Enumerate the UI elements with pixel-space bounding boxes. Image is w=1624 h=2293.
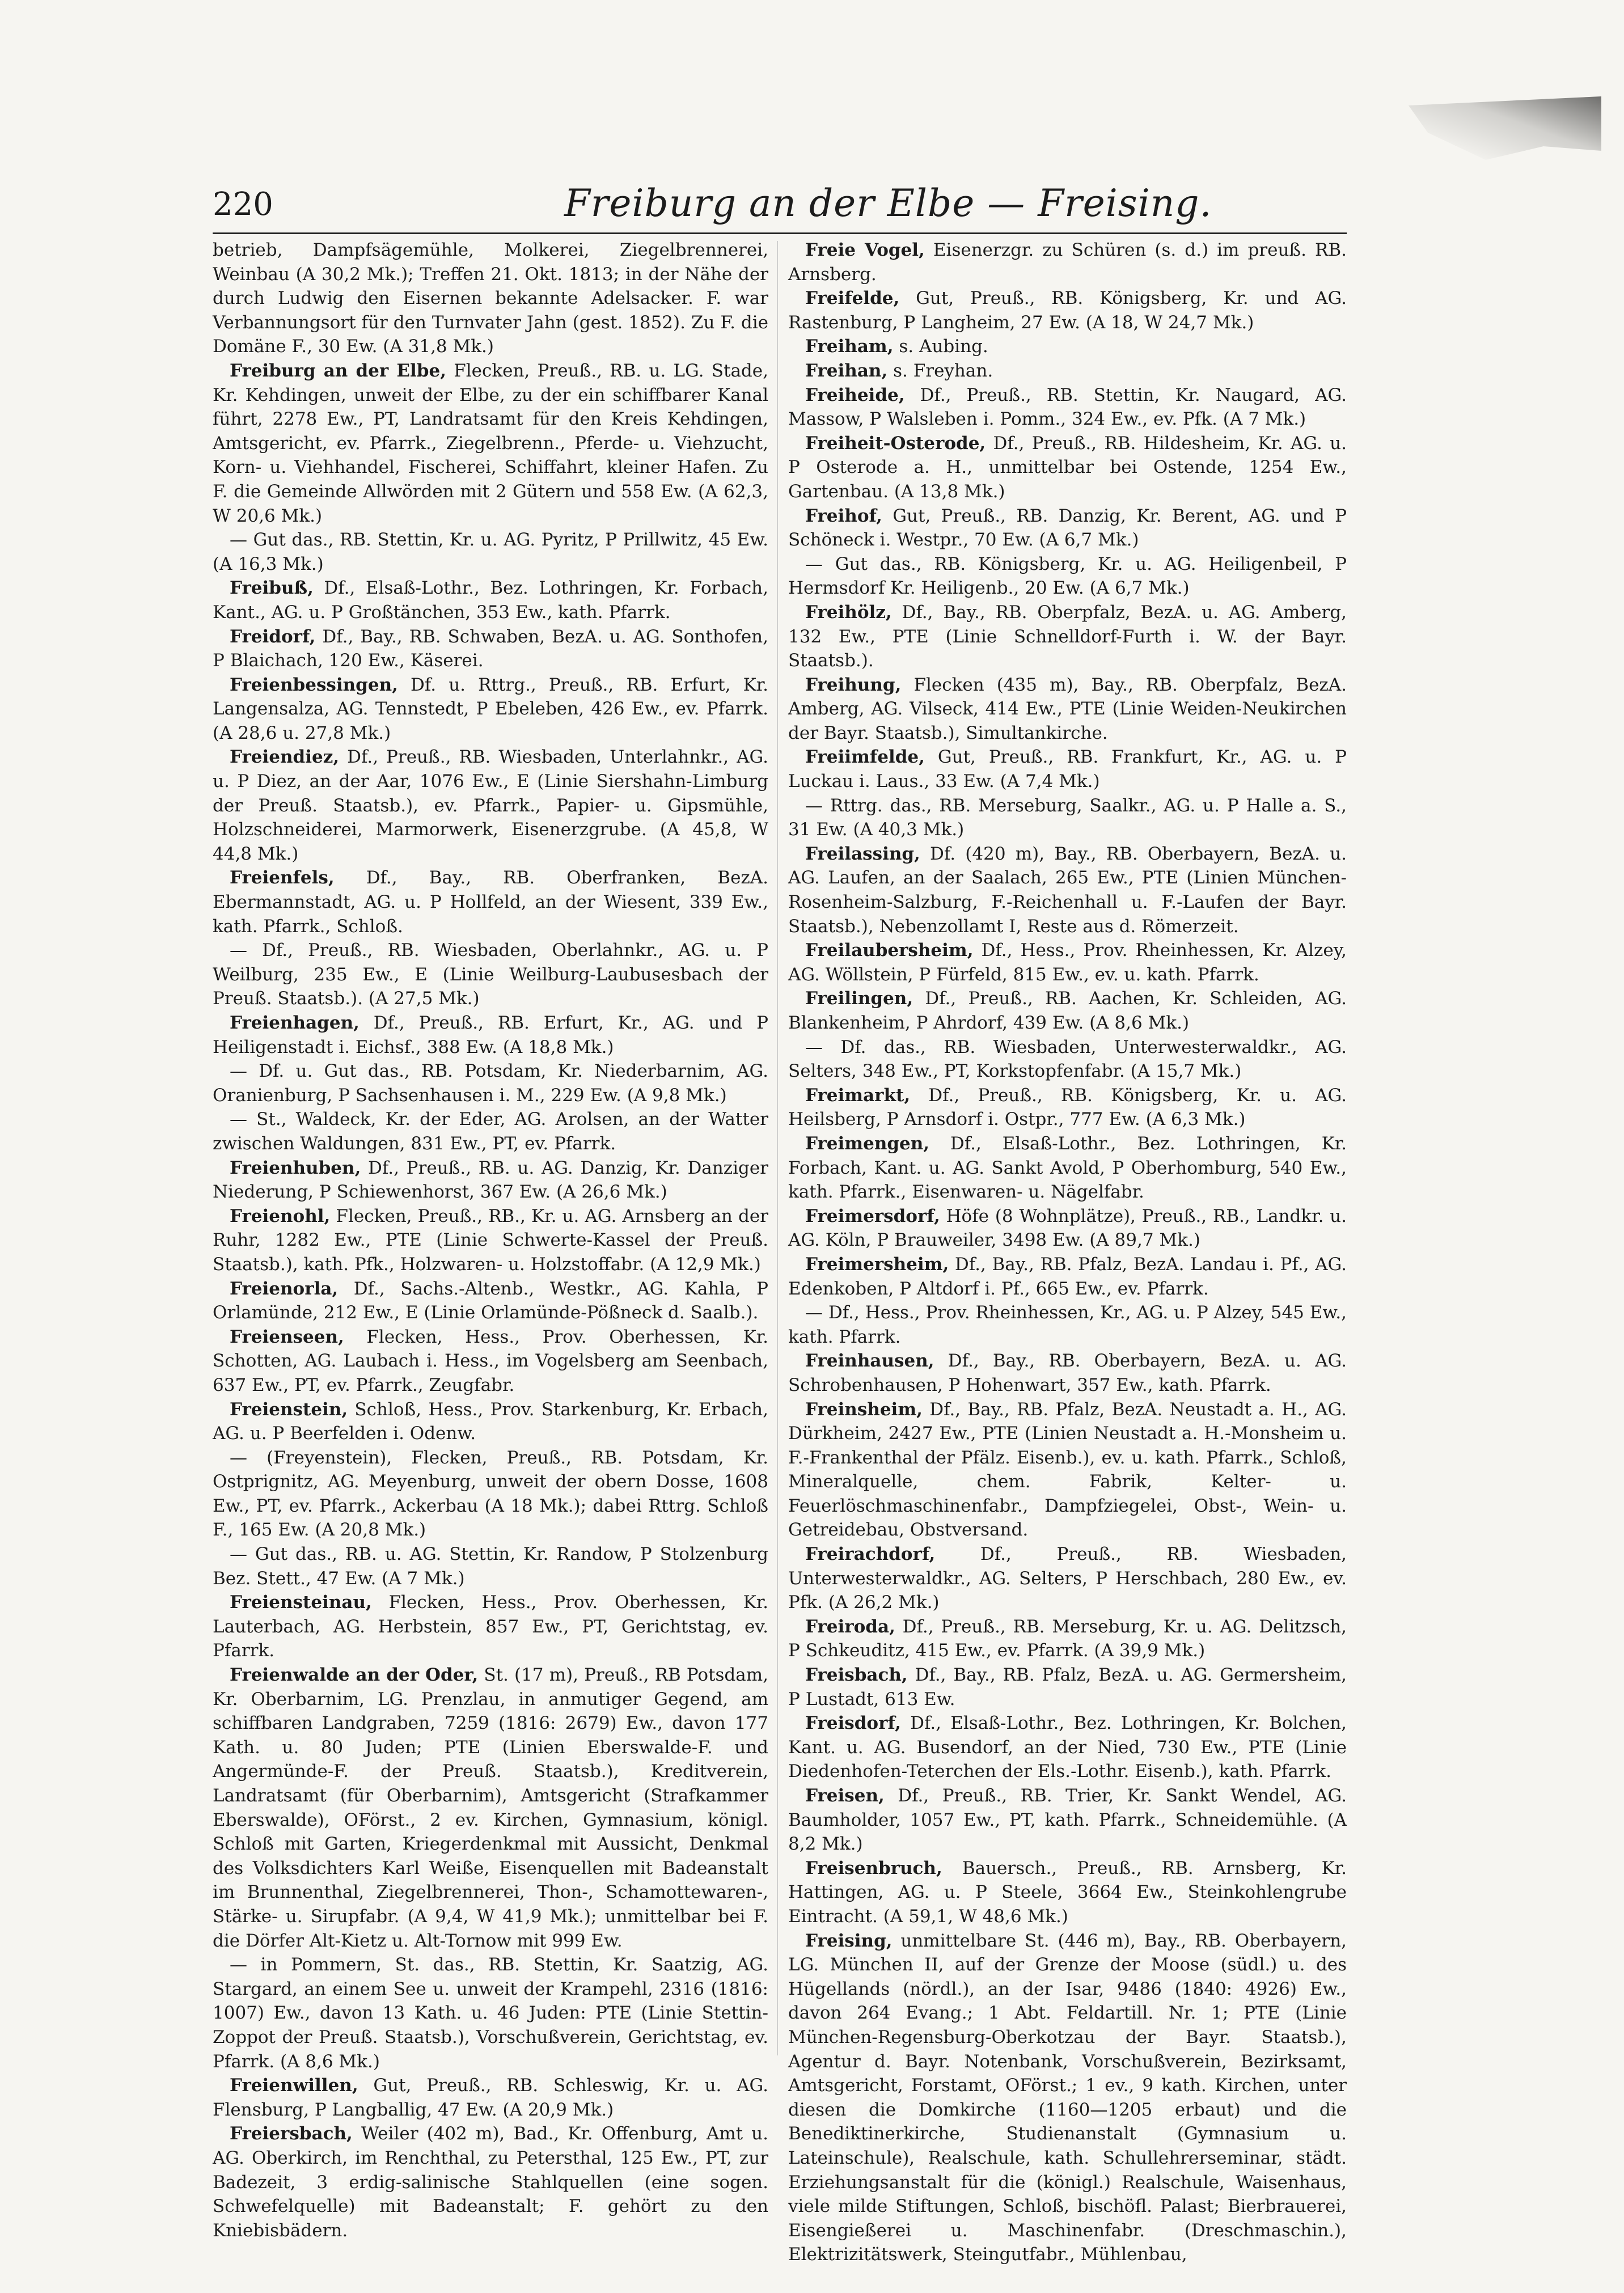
gazetteer-entry (213, 528, 768, 576)
entry-headword: Freimarkt, (805, 1085, 911, 1106)
gazetteer-entry (788, 1929, 1347, 2267)
entry-headword: Freisen, (805, 1786, 885, 1806)
gazetteer-entry (788, 552, 1347, 600)
entry-text: — Rttrg. das., RB. Merseburg, Saalkr., AG. u. P Halle a. S., 31 Ew. (A 40,3 Mk.) (788, 795, 1347, 840)
gazetteer-entry (788, 431, 1347, 504)
entry-headword: Freienhuben, (230, 1157, 361, 1178)
entry-headword: Freienohl, (230, 1205, 331, 1226)
entry-text: betrieb, Dampfsägemühle, Molkerei, Ziegelbrennerei, Weinbau (A 30,2 Mk.); Treffen 21. Okt. 1813; in der Nähe der durch Ludwig den Eisernen bekannte Adelsacker. F. war Verbannungsort für den Turnvater Jahn (gest. 1852). Zu F. die Domäne F., 30 Ew. (A 31,8 Mk.) (213, 240, 768, 357)
entry-headword: Freihung, (805, 674, 902, 695)
gazetteer-entry (213, 1011, 768, 1059)
column-divider (777, 241, 778, 2055)
entry-text: Flecken, Preuß., RB., Kr. u. AG. Arnsberg an der Ruhr, 1282 Ew., PTE (Linie Schwerte-Kassel der Preuß. Staatsb.), kath. Pfk., Holzwaren- u. Holzstoffabr. (A 12,9 Mk.) (213, 1205, 768, 1275)
running-title: Freiburg an der Elbe — Freising. (564, 181, 1212, 225)
gazetteer-entry (788, 359, 1347, 383)
entry-text: Df., Bay., RB. Oberpfalz, BezA. u. AG. Amberg, 132 Ew., PTE (Linie Schnelldorf-Furth i. W. der Bayr. Staatsb.). (788, 602, 1347, 671)
entry-headword: Freising, (805, 1930, 893, 1951)
gazetteer-entry (213, 1542, 768, 1590)
entry-headword: Freiensteinau, (230, 1592, 372, 1613)
gazetteer-entry (788, 1253, 1347, 1301)
entry-text: Flecken, Preuß., RB. u. LG. Stade, Kr. Kehdingen, unweit der Elbe, zu der ein schiffbarer Kanal führt, 2278 Ew., PT, Landratsamt für den Kreis Kehdingen, Amtsgericht, ev. Pfarrk., Ziegelbrenn., Pferde- u. Viehzucht, Korn- u. Viehhandel, Fischerei, Schiffahrt, kleiner Hafen. Zu F. die Gemeinde Allwörden mit 2 Gütern und 558 Ew. (A 62,3, W 20,6 Mk.) (213, 360, 768, 526)
gazetteer-entry (213, 2074, 768, 2122)
entry-text: Flecken, Hess., Prov. Oberhessen, Kr. Lauterbach, AG. Herbstein, 857 Ew., PT, Gerichtstag, ev. Pfarrk. (213, 1592, 768, 1661)
entry-text: — Df., Preuß., RB. Wiesbaden, Oberlahnkr., AG. u. P Weilburg, 235 Ew., E (Linie Weilburg-Laubusesbach der Preuß. Staatsb.). (A 27,5 Mk.) (213, 940, 768, 1009)
gazetteer-entry (213, 673, 768, 746)
entry-headword: Freienwalde an der Oder, (230, 1665, 479, 1686)
entry-headword: Freilaubersheim, (805, 940, 974, 961)
entry-text: s. Aubing. (893, 336, 988, 357)
gazetteer-entry (788, 1398, 1347, 1543)
entry-text: Df., Sachs.-Altenb., Westkr., AG. Kahla, P Orlamünde, 212 Ew., E (Linie Orlamünde-Pößneck d. Saalb.). (213, 1278, 768, 1323)
entry-text: Df., Hess., Prov. Rheinhessen, Kr. Alzey, AG. Wöllstein, P Fürfeld, 815 Ew., ev. u. kath. Pfarrk. (788, 940, 1347, 985)
entry-text: Df. u. Rttrg., Preuß., RB. Erfurt, Kr. Langensalza, AG. Tennstedt, P Ebeleben, 426 Ew., ev. Pfarrk. (A 28,6 u. 27,8 Mk.) (213, 674, 768, 743)
gazetteer-entry (788, 238, 1347, 286)
gazetteer-entry (213, 1953, 768, 2074)
gazetteer-entry (788, 1663, 1347, 1711)
entry-text: Df., Preuß., RB. Wiesbaden, Unterwesterwaldkr., AG. Selters, P Herschbach, 280 Ew., ev. Pfk. (A 26,2 Mk.) (788, 1544, 1347, 1613)
entry-headword: Freiroda, (805, 1616, 895, 1637)
entry-text: Eisenerzgr. zu Schüren (s. d.) im preuß. RB. Arnsberg. (788, 240, 1347, 285)
gazetteer-entry (213, 2122, 768, 2243)
entry-text: Df., Preuß., RB. Königsberg, Kr. u. AG. Heilsberg, P Arnsdorf i. Ostpr., 777 Ew. (A 6,3 Mk.) (788, 1085, 1347, 1130)
gazetteer-entry (213, 238, 768, 359)
page-number: 220 (213, 186, 273, 223)
entry-headword: Freiheit-Osterode, (805, 433, 986, 454)
gazetteer-entry (213, 576, 768, 624)
gazetteer-entry (788, 938, 1347, 987)
entry-text: — Gut das., RB. Stettin, Kr. u. AG. Pyritz, P Prillwitz, 45 Ew. (A 16,3 Mk.) (213, 530, 768, 574)
page-header (213, 181, 1347, 232)
entry-headword: Freienwillen, (230, 2075, 358, 2096)
entry-text: Df., Preuß., RB. Hildesheim, Kr. AG. u. P Osterode a. H., unmittelbar bei Ostende, 1254 Ew., Gartenbau. (A 13,8 Mk.) (788, 433, 1347, 502)
gazetteer-entry (788, 1856, 1347, 1929)
entry-headword: Freiimfelde, (805, 747, 925, 768)
entry-text: Df., Bay., RB. Pfalz, BezA. u. AG. Germersheim, P Lustadt, 613 Ew. (788, 1665, 1347, 1710)
entry-headword: Freisenbruch, (805, 1858, 942, 1879)
gazetteer-entry (213, 625, 768, 673)
entry-text: — Df. das., RB. Wiesbaden, Unterwesterwaldkr., AG. Selters, 348 Ew., PT, Korkstopfenfabr. (A 15,7 Mk.) (788, 1036, 1347, 1082)
entry-text: Df., Bay., RB. Schwaben, BezA. u. AG. Sonthofen, P Blaichach, 120 Ew., Käserei. (213, 626, 768, 671)
entry-headword: Freiburg an der Elbe, (230, 360, 446, 381)
gazetteer-entry (788, 987, 1347, 1035)
entry-headword: Freisdorf, (805, 1713, 901, 1734)
entry-headword: Freihan, (805, 360, 888, 381)
gazetteer-entry (213, 1107, 768, 1156)
entry-headword: Freiersbach, (230, 2123, 353, 2144)
entry-text: Flecken (435 m), Bay., RB. Oberpfalz, BezA. Amberg, AG. Vilseck, 414 Ew., PTE (Linie Weiden-Neukirchen der Bayr. Staatsb.), Simultankirche. (788, 674, 1347, 743)
gazetteer-entry (213, 1059, 768, 1107)
entry-text: Höfe (8 Wohnplätze), Preuß., RB., Landkr. u. AG. Köln, P Brauweiler, 3498 Ew. (A 89,7 Mk.) (788, 1205, 1347, 1251)
entry-text: Gut, Preuß., RB. Schleswig, Kr. u. AG. Flensburg, P Langballig, 47 Ew. (A 20,9 Mk.) (213, 2075, 768, 2120)
gazetteer-entry (788, 504, 1347, 552)
gazetteer-entry (788, 335, 1347, 359)
entry-text: Df., Preuß., RB. u. AG. Danzig, Kr. Danziger Niederung, P Schiewenhorst, 367 Ew. (A 26,6 Mk.) (213, 1157, 768, 1203)
gazetteer-entry (788, 1542, 1347, 1615)
entry-headword: Freirachdorf, (805, 1544, 936, 1565)
entry-text: — Df. u. Gut das., RB. Potsdam, Kr. Niederbarnim, AG. Oranienburg, P Sachsenhausen i. M., 229 Ew. (A 9,8 Mk.) (213, 1061, 768, 1106)
entry-text: unmittelbare St. (446 m), Bay., RB. Oberbayern, LG. München II, auf der Grenze der Moose (südl.) u. des Hügellands (nördl.), an der Isar, 9486 (1840: 4926) Ew., davon 264 Evang.; 1 Abt. Feldartill. Nr. 1; PTE (Linie München-Regensburg-Oberkotzau der Bayr. Staatsb.), Agentur d. Bayr. Notenbank, Vorschußverein, Bezirksamt, Amtsgericht, Forstamt, OFörst.; 1 ev., 9 kath. Kirchen, unter diesen die Domkirche (1160—1205 erbaut) und die Benediktinerkirche, Studienanstalt (Gymnasium u. Lateinschule), Realschule, kath. Schullehrerseminar, städt. Erziehungsanstalt für die (königl.) Realschule, Waisenhaus, viele milde Stiftungen, Schloß, bischöfl. Palast; Bierbrauerei, Eisengießerei u. Maschinenfabr. (Dreschmaschin.), Elektrizitätswerk, Steingutfabr., Mühlenbau, (788, 1930, 1347, 2265)
entry-text: — Gut das., RB. Königsberg, Kr. u. AG. Heiligenbeil, P Hermsdorf Kr. Heiligenb., 20 Ew. (A 6,7 Mk.) (788, 553, 1347, 599)
entry-text: Df., Bay., RB. Pfalz, BezA. Neustadt a. H., AG. Dürkheim, 2427 Ew., PTE (Linien Neustadt a. H.-Monsheim u. F.-Frankenthal der Pfälz. Eisenb.), ev. u. kath. Pfarrk., Schloß, Mineralquelle, chem. Fabrik, Kelter- u. Feuerlöschmaschinenfabr., Dampfziegelei, Obst-, Wein- u. Getreidebau, Obstversand. (788, 1399, 1347, 1541)
entry-text: Df., Bay., RB. Pfalz, BezA. Landau i. Pf., AG. Edenkoben, P Altdorf i. Pf., 665 Ew., ev. Pfarrk. (788, 1254, 1347, 1299)
entry-text: Df., Elsaß-Lothr., Bez. Lothringen, Kr. Forbach, Kant. u. AG. Sankt Avold, P Oberhomburg, 540 Ew., kath. Pfarrk., Eisenwaren- u. Nägelfabr. (788, 1133, 1347, 1203)
gazetteer-entry (788, 1349, 1347, 1397)
entry-headword: Freimersheim, (805, 1254, 949, 1275)
scan-corner-shadow (1409, 96, 1601, 187)
gazetteer-entry (788, 1035, 1347, 1084)
entry-headword: Freinsheim, (805, 1399, 923, 1420)
entry-headword: Freienorla, (230, 1278, 339, 1299)
gazetteer-entry (213, 1156, 768, 1204)
entry-headword: Freilingen, (805, 988, 914, 1009)
gazetteer-entry (788, 1711, 1347, 1784)
gazetteer-entry (788, 1204, 1347, 1253)
gazetteer-entry (788, 1301, 1347, 1349)
entry-headword: Freisbach, (805, 1665, 908, 1686)
entry-headword: Freihof, (805, 505, 882, 526)
entry-text: Df., Preuß., RB. Erfurt, Kr., AG. und P Heiligenstadt i. Eichsf., 388 Ew. (A 18,8 Mk.) (213, 1013, 768, 1057)
entry-headword: Freienseen, (230, 1326, 344, 1347)
entry-headword: Freie Vogel, (805, 240, 925, 260)
entry-headword: Freienstein, (230, 1399, 348, 1420)
entry-text: Gut, Preuß., RB. Frankfurt, Kr., AG. u. P Luckau i. Laus., 33 Ew. (A 7,4 Mk.) (788, 747, 1347, 792)
gazetteer-entry (213, 1398, 768, 1446)
gazetteer-entry (213, 745, 768, 866)
entry-headword: Freihölz, (805, 602, 892, 623)
entry-text: St. (17 m), Preuß., RB Potsdam, Kr. Oberbarnim, LG. Prenzlau, in anmutiger Gegend, am schiffbaren Landgraben, 7259 (1816: 2679) Ew., davon 177 Kath. u. 80 Juden; PTE (Linien Eberswalde-F. und Angermünde-F. der Preuß. Staatsb.), Kreditverein, Landratsamt (für Oberbarnim), Amtsgericht (Strafkammer Eberswalde), OFörst., 2 ev. Kirchen, Gymnasium, königl. Schloß mit Garten, Kriegerdenkmal mit Aussicht, Denkmal des Volksdichters Karl Weiße, Eisenquellen mit Badeanstalt im Brunnenthal, Ziegelbrennerei, Thon-, Schamottewaren-, Stärke- u. Sirupfabr. (A 9,4, W 41,9 Mk.); unmittelbar bei F. die Dörfer Alt-Kietz u. Alt-Tornow mit 999 Ew. (213, 1665, 768, 1951)
gazetteer-entry (788, 1615, 1347, 1663)
entry-headword: Freilassing, (805, 843, 920, 864)
entry-headword: Freifelde, (805, 288, 900, 309)
gazetteer-entry (213, 1325, 768, 1398)
gazetteer-entry (213, 938, 768, 1011)
entry-headword: Freienhagen, (230, 1013, 360, 1033)
entry-text: Gut, Preuß., RB. Königsberg, Kr. und AG. Rastenburg, P Langheim, 27 Ew. (A 18, W 24,7 Mk.) (788, 288, 1347, 333)
gazetteer-entry (788, 383, 1347, 431)
gazetteer-entry (788, 745, 1347, 793)
gazetteer-entry (788, 794, 1347, 842)
entry-text: — Df., Hess., Prov. Rheinhessen, Kr., AG. u. P Alzey, 545 Ew., kath. Pfarrk. (788, 1302, 1347, 1347)
entry-text: — St., Waldeck, Kr. der Eder, AG. Arolsen, an der Watter zwischen Waldungen, 831 Ew., PT, ev. Pfarrk. (213, 1109, 768, 1154)
gazetteer-entry (788, 1784, 1347, 1856)
entry-text: Flecken, Hess., Prov. Oberhessen, Kr. Schotten, AG. Laubach i. Hess., im Vogelsberg am Seenbach, 637 Ew., PT, ev. Pfarrk., Zeugfabr. (213, 1326, 768, 1395)
entry-text: — in Pommern, St. das., RB. Stettin, Kr. Saatzig, AG. Stargard, an einem See u. unweit der Krampehl, 2316 (1816: 1007) Ew., davon 13 Kath. u. 46 Juden: PTE (Linie Stettin-Zoppot der Preuß. Staatsb.), Vorschußverein, Gerichtstag, ev. Pfarrk. (A 8,6 Mk.) (213, 1954, 768, 2072)
gazetteer-entry (788, 673, 1347, 746)
entry-headword: Freidorf, (230, 626, 316, 647)
entry-text: — Gut das., RB. u. AG. Stettin, Kr. Randow, P Stolzenburg Bez. Stett., 47 Ew. (A 7 Mk.) (213, 1544, 768, 1589)
gazetteer-entry (213, 1663, 768, 1953)
gazetteer-entry (788, 1084, 1347, 1132)
entry-headword: Freibuß, (230, 578, 314, 599)
entry-headword: Freimengen, (805, 1133, 930, 1154)
entry-text: s. Freyhan. (887, 360, 993, 381)
gazetteer-entry (213, 866, 768, 938)
entry-headword: Freienbessingen, (230, 674, 398, 695)
gazetteer-entry (213, 1446, 768, 1542)
header-rule (213, 232, 1347, 234)
entry-text: Df., Preuß., RB. Wiesbaden, Unterlahnkr., AG. u. P Diez, an der Aar, 1076 Ew., E (Linie Siershahn-Limburg der Preuß. Staatsb.), ev. Pfarrk., Papier- u. Gipsmühle, Holzschneiderei, Marmorwerk, Eisenerzgrube. (A 45,8, W 44,8 Mk.) (213, 747, 768, 864)
left-column (213, 238, 768, 2241)
right-column (788, 238, 1347, 2265)
entry-text: Df., Preuß., RB. Trier, Kr. Sankt Wendel, AG. Baumholder, 1057 Ew., PT, kath. Pfarrk., Schneidemühle. (A 8,2 Mk.) (788, 1786, 1347, 1855)
entry-text: Df., Bay., RB. Oberfranken, BezA. Ebermannstadt, AG. u. P Hollfeld, an der Wiesent, 339 Ew., kath. Pfarrk., Schloß. (213, 868, 768, 937)
gazetteer-entry (213, 1590, 768, 1663)
gazetteer-entry (788, 1132, 1347, 1204)
entry-text: Df., Preuß., RB. Stettin, Kr. Naugard, AG. Massow, P Walsleben i. Pomm., 324 Ew., ev. Pfk. (A 7 Mk.) (788, 384, 1347, 430)
gazetteer-entry (213, 1204, 768, 1277)
entry-headword: Freimersdorf, (805, 1205, 940, 1226)
entry-text: Df., Preuß., RB. Aachen, Kr. Schleiden, AG. Blankenheim, P Ahrdorf, 439 Ew. (A 8,6 Mk.) (788, 988, 1347, 1033)
entry-text: Bauersch., Preuß., RB. Arnsberg, Kr. Hattingen, AG. u. P Steele, 3664 Ew., Steinkohlengrube Eintracht. (A 59,1, W 48,6 Mk.) (788, 1858, 1347, 1927)
entry-headword: Freinhausen, (805, 1351, 934, 1372)
entry-text: — (Freyenstein), Flecken, Preuß., RB. Potsdam, Kr. Ostprignitz, AG. Meyenburg, unweit der obern Dosse, 1608 Ew., PT, ev. Pfarrk., Ackerbau (A 18 Mk.); dabei Rttrg. Schloß F., 165 Ew. (A 20,8 Mk.) (213, 1447, 768, 1541)
entry-headword: Freiham, (805, 336, 894, 357)
entry-text: Df., Elsaß-Lothr., Bez. Lothringen, Kr. Bolchen, Kant. u. AG. Busendorf, an der Nied, 730 Ew., PTE (Linie Diedenhofen-Teterchen der Els.-Lothr. Eisenb.), kath. Pfarrk. (788, 1713, 1347, 1782)
gazetteer-entry (788, 286, 1347, 335)
entry-text: Df. (420 m), Bay., RB. Oberbayern, BezA. u. AG. Laufen, an der Saalach, 265 Ew., PTE (Linien München-Rosenheim-Salzburg, F.-Reichenhall u. F.-Laufen der Bayr. Staatsb.), Nebenzollamt I, Reste aus d. Römerzeit. (788, 843, 1347, 937)
gazetteer-entry (788, 600, 1347, 673)
gazetteer-entry (213, 359, 768, 528)
entry-headword: Freiendiez, (230, 747, 340, 768)
entry-text: Schloß, Hess., Prov. Starkenburg, Kr. Erbach, AG. u. P Beerfelden i. Odenw. (213, 1399, 768, 1444)
entry-headword: Freiheide, (805, 384, 905, 405)
entry-text: Df., Preuß., RB. Merseburg, Kr. u. AG. Delitzsch, P Schkeuditz, 415 Ew., ev. Pfarrk. (A 39,9 Mk.) (788, 1616, 1347, 1661)
entry-text: Gut, Preuß., RB. Danzig, Kr. Berent, AG. und P Schöneck i. Westpr., 70 Ew. (A 6,7 Mk.) (788, 505, 1347, 551)
entry-headword: Freienfels, (230, 868, 335, 889)
entry-text: Df., Bay., RB. Oberbayern, BezA. u. AG. Schrobenhausen, P Hohenwart, 357 Ew., kath. Pfarrk. (788, 1351, 1347, 1395)
gazetteer-entry (788, 842, 1347, 938)
entry-text: Weiler (402 m), Bad., Kr. Offenburg, Amt u. AG. Oberkirch, im Renchthal, zu Petersthal, 125 Ew., PT, zur Badezeit, 3 erdig-salinische Stahlquellen (eine sogen. Schwefelquelle) mit Badeanstalt; F. gehört zu den Kniebisbädern. (213, 2123, 768, 2241)
gazetteer-entry (213, 1277, 768, 1325)
entry-text: Df., Elsaß-Lothr., Bez. Lothringen, Kr. Forbach, Kant., AG. u. P Großtänchen, 353 Ew., kath. Pfarrk. (213, 578, 768, 623)
